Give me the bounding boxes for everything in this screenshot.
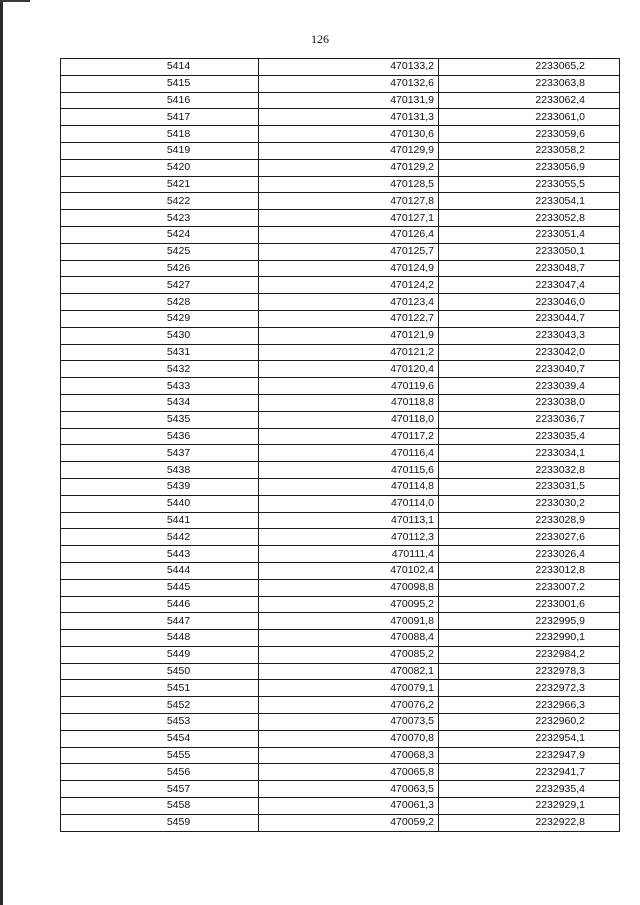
y-coordinate-cell: 2233046,0 [439, 294, 620, 311]
table-row [61, 344, 620, 361]
y-coordinate-cell: 2233036,7 [439, 411, 620, 428]
y-coordinate-cell: 2233030,2 [439, 495, 620, 512]
table-row [61, 512, 620, 529]
y-coordinate-cell: 2232984,2 [439, 646, 620, 663]
x-coordinate-cell: 470082,1 [259, 663, 439, 680]
table-row [61, 75, 620, 92]
x-coordinate-cell: 470068,3 [259, 747, 439, 764]
y-coordinate-cell: 2232954,1 [439, 730, 620, 747]
y-coordinate-cell: 2233058,2 [439, 142, 620, 159]
point-number-cell: 5448 [61, 630, 259, 647]
x-coordinate-cell: 470114,8 [259, 478, 439, 495]
point-number-cell: 5441 [61, 512, 259, 529]
point-number-cell: 5455 [61, 747, 259, 764]
table-row [61, 294, 620, 311]
x-coordinate-cell: 470116,4 [259, 445, 439, 462]
point-number-cell: 5417 [61, 109, 259, 126]
y-coordinate-cell: 2232935,4 [439, 781, 620, 798]
table-row [61, 680, 620, 697]
y-coordinate-cell: 2233047,4 [439, 277, 620, 294]
x-coordinate-cell: 470119,6 [259, 378, 439, 395]
point-number-cell: 5430 [61, 327, 259, 344]
y-coordinate-cell: 2233039,4 [439, 378, 620, 395]
table-row [61, 159, 620, 176]
y-coordinate-cell: 2232929,1 [439, 798, 620, 815]
table-row [61, 361, 620, 378]
x-coordinate-cell: 470098,8 [259, 579, 439, 596]
point-number-cell: 5428 [61, 294, 259, 311]
table-row [61, 411, 620, 428]
page-number: 126 [311, 32, 329, 46]
point-number-cell: 5447 [61, 613, 259, 630]
point-number-cell: 5454 [61, 730, 259, 747]
y-coordinate-cell: 2233048,7 [439, 260, 620, 277]
x-coordinate-cell: 470123,4 [259, 294, 439, 311]
x-coordinate-cell: 470076,2 [259, 697, 439, 714]
table-row [61, 243, 620, 260]
y-coordinate-cell: 2233054,1 [439, 193, 620, 210]
point-number-cell: 5419 [61, 142, 259, 159]
y-coordinate-cell: 2232922,8 [439, 814, 620, 831]
y-coordinate-cell: 2233042,0 [439, 344, 620, 361]
table-row [61, 394, 620, 411]
table-row [61, 176, 620, 193]
point-number-cell: 5427 [61, 277, 259, 294]
x-coordinate-cell: 470131,9 [259, 92, 439, 109]
y-coordinate-cell: 2233026,4 [439, 546, 620, 563]
x-coordinate-cell: 470059,2 [259, 814, 439, 831]
table-row [61, 277, 620, 294]
point-number-cell: 5452 [61, 697, 259, 714]
table-row [61, 730, 620, 747]
y-coordinate-cell: 2233040,7 [439, 361, 620, 378]
point-number-cell: 5459 [61, 814, 259, 831]
point-number-cell: 5421 [61, 176, 259, 193]
y-coordinate-cell: 2232941,7 [439, 764, 620, 781]
y-coordinate-cell: 2233061,0 [439, 109, 620, 126]
x-coordinate-cell: 470133,2 [259, 59, 439, 76]
point-number-cell: 5451 [61, 680, 259, 697]
y-coordinate-cell: 2233007,2 [439, 579, 620, 596]
point-number-cell: 5429 [61, 310, 259, 327]
x-coordinate-cell: 470111,4 [259, 546, 439, 563]
point-number-cell: 5431 [61, 344, 259, 361]
point-number-cell: 5444 [61, 562, 259, 579]
table-row [61, 478, 620, 495]
point-number-cell: 5433 [61, 378, 259, 395]
table-row [61, 59, 620, 76]
point-number-cell: 5414 [61, 59, 259, 76]
table-row [61, 613, 620, 630]
x-coordinate-cell: 470122,7 [259, 310, 439, 327]
x-coordinate-cell: 470117,2 [259, 428, 439, 445]
table-row [61, 92, 620, 109]
y-coordinate-cell: 2233034,1 [439, 445, 620, 462]
x-coordinate-cell: 470124,9 [259, 260, 439, 277]
table-row [61, 814, 620, 831]
point-number-cell: 5446 [61, 596, 259, 613]
table-row [61, 462, 620, 479]
y-coordinate-cell: 2232978,3 [439, 663, 620, 680]
table-row [61, 142, 620, 159]
table-row [61, 378, 620, 395]
x-coordinate-cell: 470132,6 [259, 75, 439, 92]
x-coordinate-cell: 470113,1 [259, 512, 439, 529]
x-coordinate-cell: 470129,2 [259, 159, 439, 176]
table-row [61, 226, 620, 243]
point-number-cell: 5426 [61, 260, 259, 277]
x-coordinate-cell: 470115,6 [259, 462, 439, 479]
point-number-cell: 5437 [61, 445, 259, 462]
x-coordinate-cell: 470112,3 [259, 529, 439, 546]
y-coordinate-cell: 2233051,4 [439, 226, 620, 243]
table-row [61, 428, 620, 445]
y-coordinate-cell: 2233035,4 [439, 428, 620, 445]
table-row [61, 714, 620, 731]
x-coordinate-cell: 470118,0 [259, 411, 439, 428]
x-coordinate-cell: 470118,8 [259, 394, 439, 411]
y-coordinate-cell: 2233052,8 [439, 210, 620, 227]
point-number-cell: 5453 [61, 714, 259, 731]
y-coordinate-cell: 2233043,3 [439, 327, 620, 344]
y-coordinate-cell: 2233065,2 [439, 59, 620, 76]
x-coordinate-cell: 470130,6 [259, 126, 439, 143]
y-coordinate-cell: 2233012,8 [439, 562, 620, 579]
point-number-cell: 5442 [61, 529, 259, 546]
table-row [61, 630, 620, 647]
point-number-cell: 5432 [61, 361, 259, 378]
x-coordinate-cell: 470124,2 [259, 277, 439, 294]
scan-edge-top [0, 0, 30, 2]
x-coordinate-cell: 470120,4 [259, 361, 439, 378]
y-coordinate-cell: 2232995,9 [439, 613, 620, 630]
y-coordinate-cell: 2232960,2 [439, 714, 620, 731]
x-coordinate-cell: 470095,2 [259, 596, 439, 613]
table-row [61, 646, 620, 663]
table-row [61, 193, 620, 210]
table-row [61, 126, 620, 143]
x-coordinate-cell: 470127,8 [259, 193, 439, 210]
point-number-cell: 5450 [61, 663, 259, 680]
point-number-cell: 5416 [61, 92, 259, 109]
table-row [61, 310, 620, 327]
table-row [61, 445, 620, 462]
table-row [61, 109, 620, 126]
point-number-cell: 5458 [61, 798, 259, 815]
table-row [61, 798, 620, 815]
x-coordinate-cell: 470121,9 [259, 327, 439, 344]
y-coordinate-cell: 2233055,5 [439, 176, 620, 193]
point-number-cell: 5424 [61, 226, 259, 243]
y-coordinate-cell: 2232972,3 [439, 680, 620, 697]
table-row [61, 596, 620, 613]
x-coordinate-cell: 470091,8 [259, 613, 439, 630]
coordinates-table-body [61, 59, 620, 832]
point-number-cell: 5438 [61, 462, 259, 479]
y-coordinate-cell: 2232990,1 [439, 630, 620, 647]
y-coordinate-cell: 2233062,4 [439, 92, 620, 109]
y-coordinate-cell: 2233063,8 [439, 75, 620, 92]
y-coordinate-cell: 2233038,0 [439, 394, 620, 411]
point-number-cell: 5434 [61, 394, 259, 411]
table-row [61, 546, 620, 563]
point-number-cell: 5418 [61, 126, 259, 143]
scan-edge-left [0, 0, 3, 905]
table-row [61, 697, 620, 714]
x-coordinate-cell: 470125,7 [259, 243, 439, 260]
x-coordinate-cell: 470126,4 [259, 226, 439, 243]
x-coordinate-cell: 470065,8 [259, 764, 439, 781]
table-row [61, 260, 620, 277]
x-coordinate-cell: 470114,0 [259, 495, 439, 512]
point-number-cell: 5436 [61, 428, 259, 445]
point-number-cell: 5439 [61, 478, 259, 495]
x-coordinate-cell: 470128,5 [259, 176, 439, 193]
y-coordinate-cell: 2233027,6 [439, 529, 620, 546]
table-row [61, 579, 620, 596]
x-coordinate-cell: 470129,9 [259, 142, 439, 159]
x-coordinate-cell: 470085,2 [259, 646, 439, 663]
x-coordinate-cell: 470121,2 [259, 344, 439, 361]
y-coordinate-cell: 2232947,9 [439, 747, 620, 764]
y-coordinate-cell: 2233028,9 [439, 512, 620, 529]
x-coordinate-cell: 470070,8 [259, 730, 439, 747]
table-row [61, 529, 620, 546]
point-number-cell: 5440 [61, 495, 259, 512]
table-row [61, 495, 620, 512]
table-row [61, 747, 620, 764]
y-coordinate-cell: 2232966,3 [439, 697, 620, 714]
x-coordinate-cell: 470063,5 [259, 781, 439, 798]
point-number-cell: 5445 [61, 579, 259, 596]
y-coordinate-cell: 2233044,7 [439, 310, 620, 327]
table-row [61, 327, 620, 344]
y-coordinate-cell: 2233032,8 [439, 462, 620, 479]
point-number-cell: 5457 [61, 781, 259, 798]
x-coordinate-cell: 470102,4 [259, 562, 439, 579]
point-number-cell: 5435 [61, 411, 259, 428]
point-number-cell: 5456 [61, 764, 259, 781]
table-row [61, 781, 620, 798]
x-coordinate-cell: 470079,1 [259, 680, 439, 697]
y-coordinate-cell: 2233059,6 [439, 126, 620, 143]
point-number-cell: 5443 [61, 546, 259, 563]
point-number-cell: 5422 [61, 193, 259, 210]
x-coordinate-cell: 470127,1 [259, 210, 439, 227]
point-number-cell: 5425 [61, 243, 259, 260]
point-number-cell: 5420 [61, 159, 259, 176]
y-coordinate-cell: 2233001,6 [439, 596, 620, 613]
table-row [61, 663, 620, 680]
point-number-cell: 5423 [61, 210, 259, 227]
x-coordinate-cell: 470073,5 [259, 714, 439, 731]
x-coordinate-cell: 470061,3 [259, 798, 439, 815]
y-coordinate-cell: 2233031,5 [439, 478, 620, 495]
point-number-cell: 5449 [61, 646, 259, 663]
y-coordinate-cell: 2233056,9 [439, 159, 620, 176]
point-number-cell: 5415 [61, 75, 259, 92]
table-row [61, 210, 620, 227]
x-coordinate-cell: 470088,4 [259, 630, 439, 647]
table-row [61, 764, 620, 781]
coordinates-table [60, 58, 620, 832]
x-coordinate-cell: 470131,3 [259, 109, 439, 126]
y-coordinate-cell: 2233050,1 [439, 243, 620, 260]
table-row [61, 562, 620, 579]
